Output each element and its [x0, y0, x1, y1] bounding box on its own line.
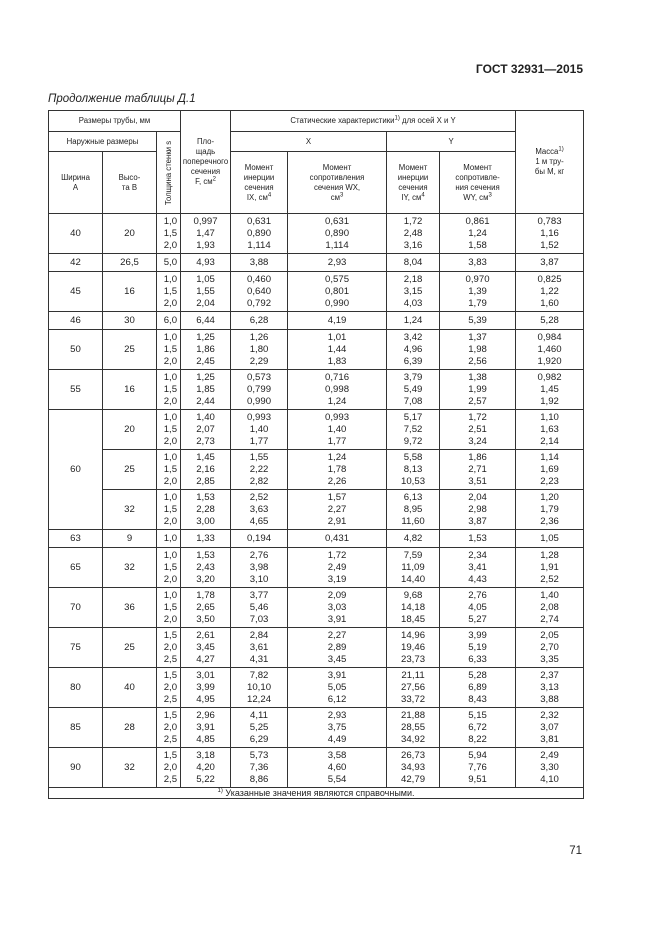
cell-m: 1,14 1,69 2,23	[516, 450, 584, 490]
cell-b: 20	[103, 410, 157, 450]
cell-m: 0,825 1,22 1,60	[516, 272, 584, 312]
cell-width: 75	[49, 628, 103, 668]
table-row	[49, 330, 584, 370]
cell-m: 1,20 1,79 2,36	[516, 490, 584, 530]
cell-ix: 0,194	[231, 530, 288, 548]
cell-s: 1,0 1,5 2,0	[157, 548, 181, 588]
cell-s: 1,0 1,5 2,0	[157, 490, 181, 530]
header-wy: Момент сопротивле- ния сечения WY, $см^3$	[440, 152, 516, 214]
cell-width: 65	[49, 548, 103, 588]
cell-b: 20	[103, 214, 157, 254]
cell-m: 0,984 1,460 1,920	[516, 330, 584, 370]
cell-m: 2,32 3,07 3,81	[516, 708, 584, 748]
cell-width: 46	[49, 312, 103, 330]
cell-ix: 3,88	[231, 254, 288, 272]
cell-wy: 2,04 2,98 3,87	[440, 490, 516, 530]
cell-width: 45	[49, 272, 103, 312]
header-thickness: Толщина стенки s	[157, 132, 181, 214]
cell-b: 16	[103, 370, 157, 410]
header-axis-y: Y	[387, 132, 516, 152]
cell-s: 1,0 1,5 2,0	[157, 370, 181, 410]
cell-iy: 7,59 11,09 14,40	[387, 548, 440, 588]
cell-wx: 0,716 0,998 1,24	[288, 370, 387, 410]
cell-wx: 3,91 5,05 6,12	[288, 668, 387, 708]
cell-m: 2,05 2,70 3,35	[516, 628, 584, 668]
cell-f: 3,01 3,99 4,95	[181, 668, 231, 708]
cell-f: 6,44	[181, 312, 231, 330]
cell-ix: 6,28	[231, 312, 288, 330]
cell-width: 90	[49, 748, 103, 788]
cell-ix: 0,573 0,799 0,990	[231, 370, 288, 410]
header-area: Пло- щадь поперечного сечения F, $см^2$	[181, 111, 231, 214]
cell-iy: 14,96 19,46 23,73	[387, 628, 440, 668]
cell-b: 16	[103, 272, 157, 312]
header-iy: Момент инерции сечения IY, $см^4$	[387, 152, 440, 214]
cell-s: 1,5 2,0 2,5	[157, 668, 181, 708]
cell-ix: 0,631 0,890 1,114	[231, 214, 288, 254]
page-number: 71	[569, 845, 582, 857]
cell-f: 1,53 2,28 3,00	[181, 490, 231, 530]
cell-m: 0,783 1,16 1,52	[516, 214, 584, 254]
cell-b: 32	[103, 490, 157, 530]
cell-iy: 5,17 7,52 9,72	[387, 410, 440, 450]
cell-b: 32	[103, 748, 157, 788]
cell-wy: 5,94 7,76 9,51	[440, 748, 516, 788]
cell-width: 55	[49, 370, 103, 410]
cell-ix: 1,55 2,22 2,82	[231, 450, 288, 490]
table-row	[49, 748, 584, 788]
cell-s: 1,0 1,5 2,0	[157, 272, 181, 312]
table-row	[49, 530, 584, 548]
cell-wy: 0,970 1,39 1,79	[440, 272, 516, 312]
cell-iy: 2,18 3,15 4,03	[387, 272, 440, 312]
header-outer-sizes: Наружные размеры	[49, 132, 157, 152]
table-row	[49, 668, 584, 708]
cell-wx: 1,01 1,44 1,83	[288, 330, 387, 370]
cell-f: 3,18 4,20 5,22	[181, 748, 231, 788]
cell-f: 2,61 3,45 4,27	[181, 628, 231, 668]
cell-s: 1,0	[157, 530, 181, 548]
cell-b: 25	[103, 628, 157, 668]
cell-b: 30	[103, 312, 157, 330]
cell-f: 1,40 2,07 2,73	[181, 410, 231, 450]
cell-ix: 1,26 1,80 2,29	[231, 330, 288, 370]
cell-width: 63	[49, 530, 103, 548]
header-axis-x: X	[231, 132, 387, 152]
cell-b: 36	[103, 588, 157, 628]
cell-f: 1,05 1,55 2,04	[181, 272, 231, 312]
cell-wy: 1,38 1,99 2,57	[440, 370, 516, 410]
cell-iy: 21,11 27,56 33,72	[387, 668, 440, 708]
cell-f: 1,25 1,85 2,44	[181, 370, 231, 410]
cell-iy: 9,68 14,18 18,45	[387, 588, 440, 628]
cell-f: 1,78 2,65 3,50	[181, 588, 231, 628]
cell-ix: 2,76 3,98 3,10	[231, 548, 288, 588]
header-mass: Масса$^{1)}$ 1 м тру- бы M, кг	[516, 111, 584, 214]
cell-m: 3,87	[516, 254, 584, 272]
cell-iy: 21,88 28,55 34,92	[387, 708, 440, 748]
cell-ix: 0,460 0,640 0,792	[231, 272, 288, 312]
table-row	[49, 312, 584, 330]
cell-iy: 3,42 4,96 6,39	[387, 330, 440, 370]
cell-m: 1,40 2,08 2,74	[516, 588, 584, 628]
cell-f: 1,25 1,86 2,45	[181, 330, 231, 370]
cell-iy: 5,58 8,13 10,53	[387, 450, 440, 490]
cell-m: 2,37 3,13 3,88	[516, 668, 584, 708]
footnote: $^{1)}$ Указанные значения являются справочными.	[49, 788, 584, 799]
cell-ix: 4,11 5,25 6,29	[231, 708, 288, 748]
cell-wy: 5,39	[440, 312, 516, 330]
cell-s: 1,0 1,5 2,0	[157, 588, 181, 628]
cell-iy: 3,79 5,49 7,08	[387, 370, 440, 410]
cell-wy: 3,99 5,19 6,33	[440, 628, 516, 668]
cell-b: 26,5	[103, 254, 157, 272]
cell-b: 40	[103, 668, 157, 708]
table-caption: Продолжение таблицы Д.1	[48, 93, 196, 105]
cell-iy: 4,82	[387, 530, 440, 548]
cell-wy: 5,15 6,72 8,22	[440, 708, 516, 748]
cell-width: 60	[49, 410, 103, 530]
cell-s: 6,0	[157, 312, 181, 330]
cell-width: 50	[49, 330, 103, 370]
cell-wy: 3,83	[440, 254, 516, 272]
table-row	[49, 254, 584, 272]
cell-b: 32	[103, 548, 157, 588]
table-row	[49, 708, 584, 748]
cell-wy: 2,34 3,41 4,43	[440, 548, 516, 588]
cell-s: 1,0 1,5 2,0	[157, 330, 181, 370]
cell-width: 40	[49, 214, 103, 254]
table-row	[49, 370, 584, 410]
cell-m: 1,05	[516, 530, 584, 548]
cell-s: 1,5 2,0 2,5	[157, 748, 181, 788]
cell-s: 1,0 1,5 2,0	[157, 214, 181, 254]
cell-ix: 2,84 3,61 4,31	[231, 628, 288, 668]
cell-iy: 8,04	[387, 254, 440, 272]
cell-width: 42	[49, 254, 103, 272]
header-ix: Момент инерции сечения IX, $см^4$	[231, 152, 288, 214]
cell-wy: 5,28 6,89 8,43	[440, 668, 516, 708]
cell-wx: 0,631 0,890 1,114	[288, 214, 387, 254]
table-row	[49, 214, 584, 254]
header-height: Высо- та B	[103, 152, 157, 214]
cell-wx: 1,57 2,27 2,91	[288, 490, 387, 530]
cell-s: 1,0 1,5 2,0	[157, 450, 181, 490]
table-row	[49, 450, 584, 490]
cell-m: 2,49 3,30 4,10	[516, 748, 584, 788]
header-wx: Момент сопротивления сечения WX, $см^3$	[288, 152, 387, 214]
cell-iy: 26,73 34,93 42,79	[387, 748, 440, 788]
table-row	[49, 588, 584, 628]
cell-m: 0,982 1,45 1,92	[516, 370, 584, 410]
header-width: Ширина A	[49, 152, 103, 214]
cell-ix: 2,52 3,63 4,65	[231, 490, 288, 530]
cell-wy: 1,72 2,51 3,24	[440, 410, 516, 450]
header-static: Статические характеристики$^{1)}$ для осей X и Y	[231, 111, 516, 132]
cell-iy: 1,24	[387, 312, 440, 330]
cell-b: 9	[103, 530, 157, 548]
cell-ix: 3,77 5,46 7,03	[231, 588, 288, 628]
cell-ix: 7,82 10,10 12,24	[231, 668, 288, 708]
cell-width: 85	[49, 708, 103, 748]
cell-width: 70	[49, 588, 103, 628]
cell-wy: 1,37 1,98 2,56	[440, 330, 516, 370]
cell-m: 1,10 1,63 2,14	[516, 410, 584, 450]
cell-wx: 3,58 4,60 5,54	[288, 748, 387, 788]
cell-wx: 2,93	[288, 254, 387, 272]
cell-s: 1,5 2,0 2,5	[157, 708, 181, 748]
cell-b: 25	[103, 330, 157, 370]
cell-f: 0,997 1,47 1,93	[181, 214, 231, 254]
cell-wx: 4,19	[288, 312, 387, 330]
cell-m: 1,28 1,91 2,52	[516, 548, 584, 588]
cell-wx: 0,993 1,40 1,77	[288, 410, 387, 450]
cell-f: 2,96 3,91 4,85	[181, 708, 231, 748]
cell-wx: 2,27 2,89 3,45	[288, 628, 387, 668]
cell-wx: 0,431	[288, 530, 387, 548]
cell-wx: 1,72 2,49 3,19	[288, 548, 387, 588]
cell-wy: 2,76 4,05 5,27	[440, 588, 516, 628]
properties-table	[48, 110, 584, 799]
cell-s: 1,5 2,0 2,5	[157, 628, 181, 668]
cell-wy: 0,861 1,24 1,58	[440, 214, 516, 254]
cell-f: 4,93	[181, 254, 231, 272]
cell-f: 1,53 2,43 3,20	[181, 548, 231, 588]
cell-s: 5,0	[157, 254, 181, 272]
table-row	[49, 628, 584, 668]
cell-wx: 2,09 3,03 3,91	[288, 588, 387, 628]
cell-b: 28	[103, 708, 157, 748]
cell-iy: 1,72 2,48 3,16	[387, 214, 440, 254]
table-row	[49, 272, 584, 312]
cell-wx: 0,575 0,801 0,990	[288, 272, 387, 312]
cell-wx: 1,24 1,78 2,26	[288, 450, 387, 490]
document-code: ГОСТ 32931—2015	[475, 62, 583, 76]
cell-wx: 2,93 3,75 4,49	[288, 708, 387, 748]
table-row	[49, 410, 584, 450]
cell-s: 1,0 1,5 2,0	[157, 410, 181, 450]
cell-wy: 1,53	[440, 530, 516, 548]
cell-ix: 5,73 7,36 8,86	[231, 748, 288, 788]
cell-iy: 6,13 8,95 11,60	[387, 490, 440, 530]
cell-width: 80	[49, 668, 103, 708]
cell-ix: 0,993 1,40 1,77	[231, 410, 288, 450]
cell-wy: 1,86 2,71 3,51	[440, 450, 516, 490]
table-row	[49, 490, 584, 530]
cell-m: 5,28	[516, 312, 584, 330]
header-pipe-sizes: Размеры трубы, мм	[49, 111, 181, 132]
table-row	[49, 548, 584, 588]
cell-b: 25	[103, 450, 157, 490]
cell-f: 1,33	[181, 530, 231, 548]
cell-f: 1,45 2,16 2,85	[181, 450, 231, 490]
